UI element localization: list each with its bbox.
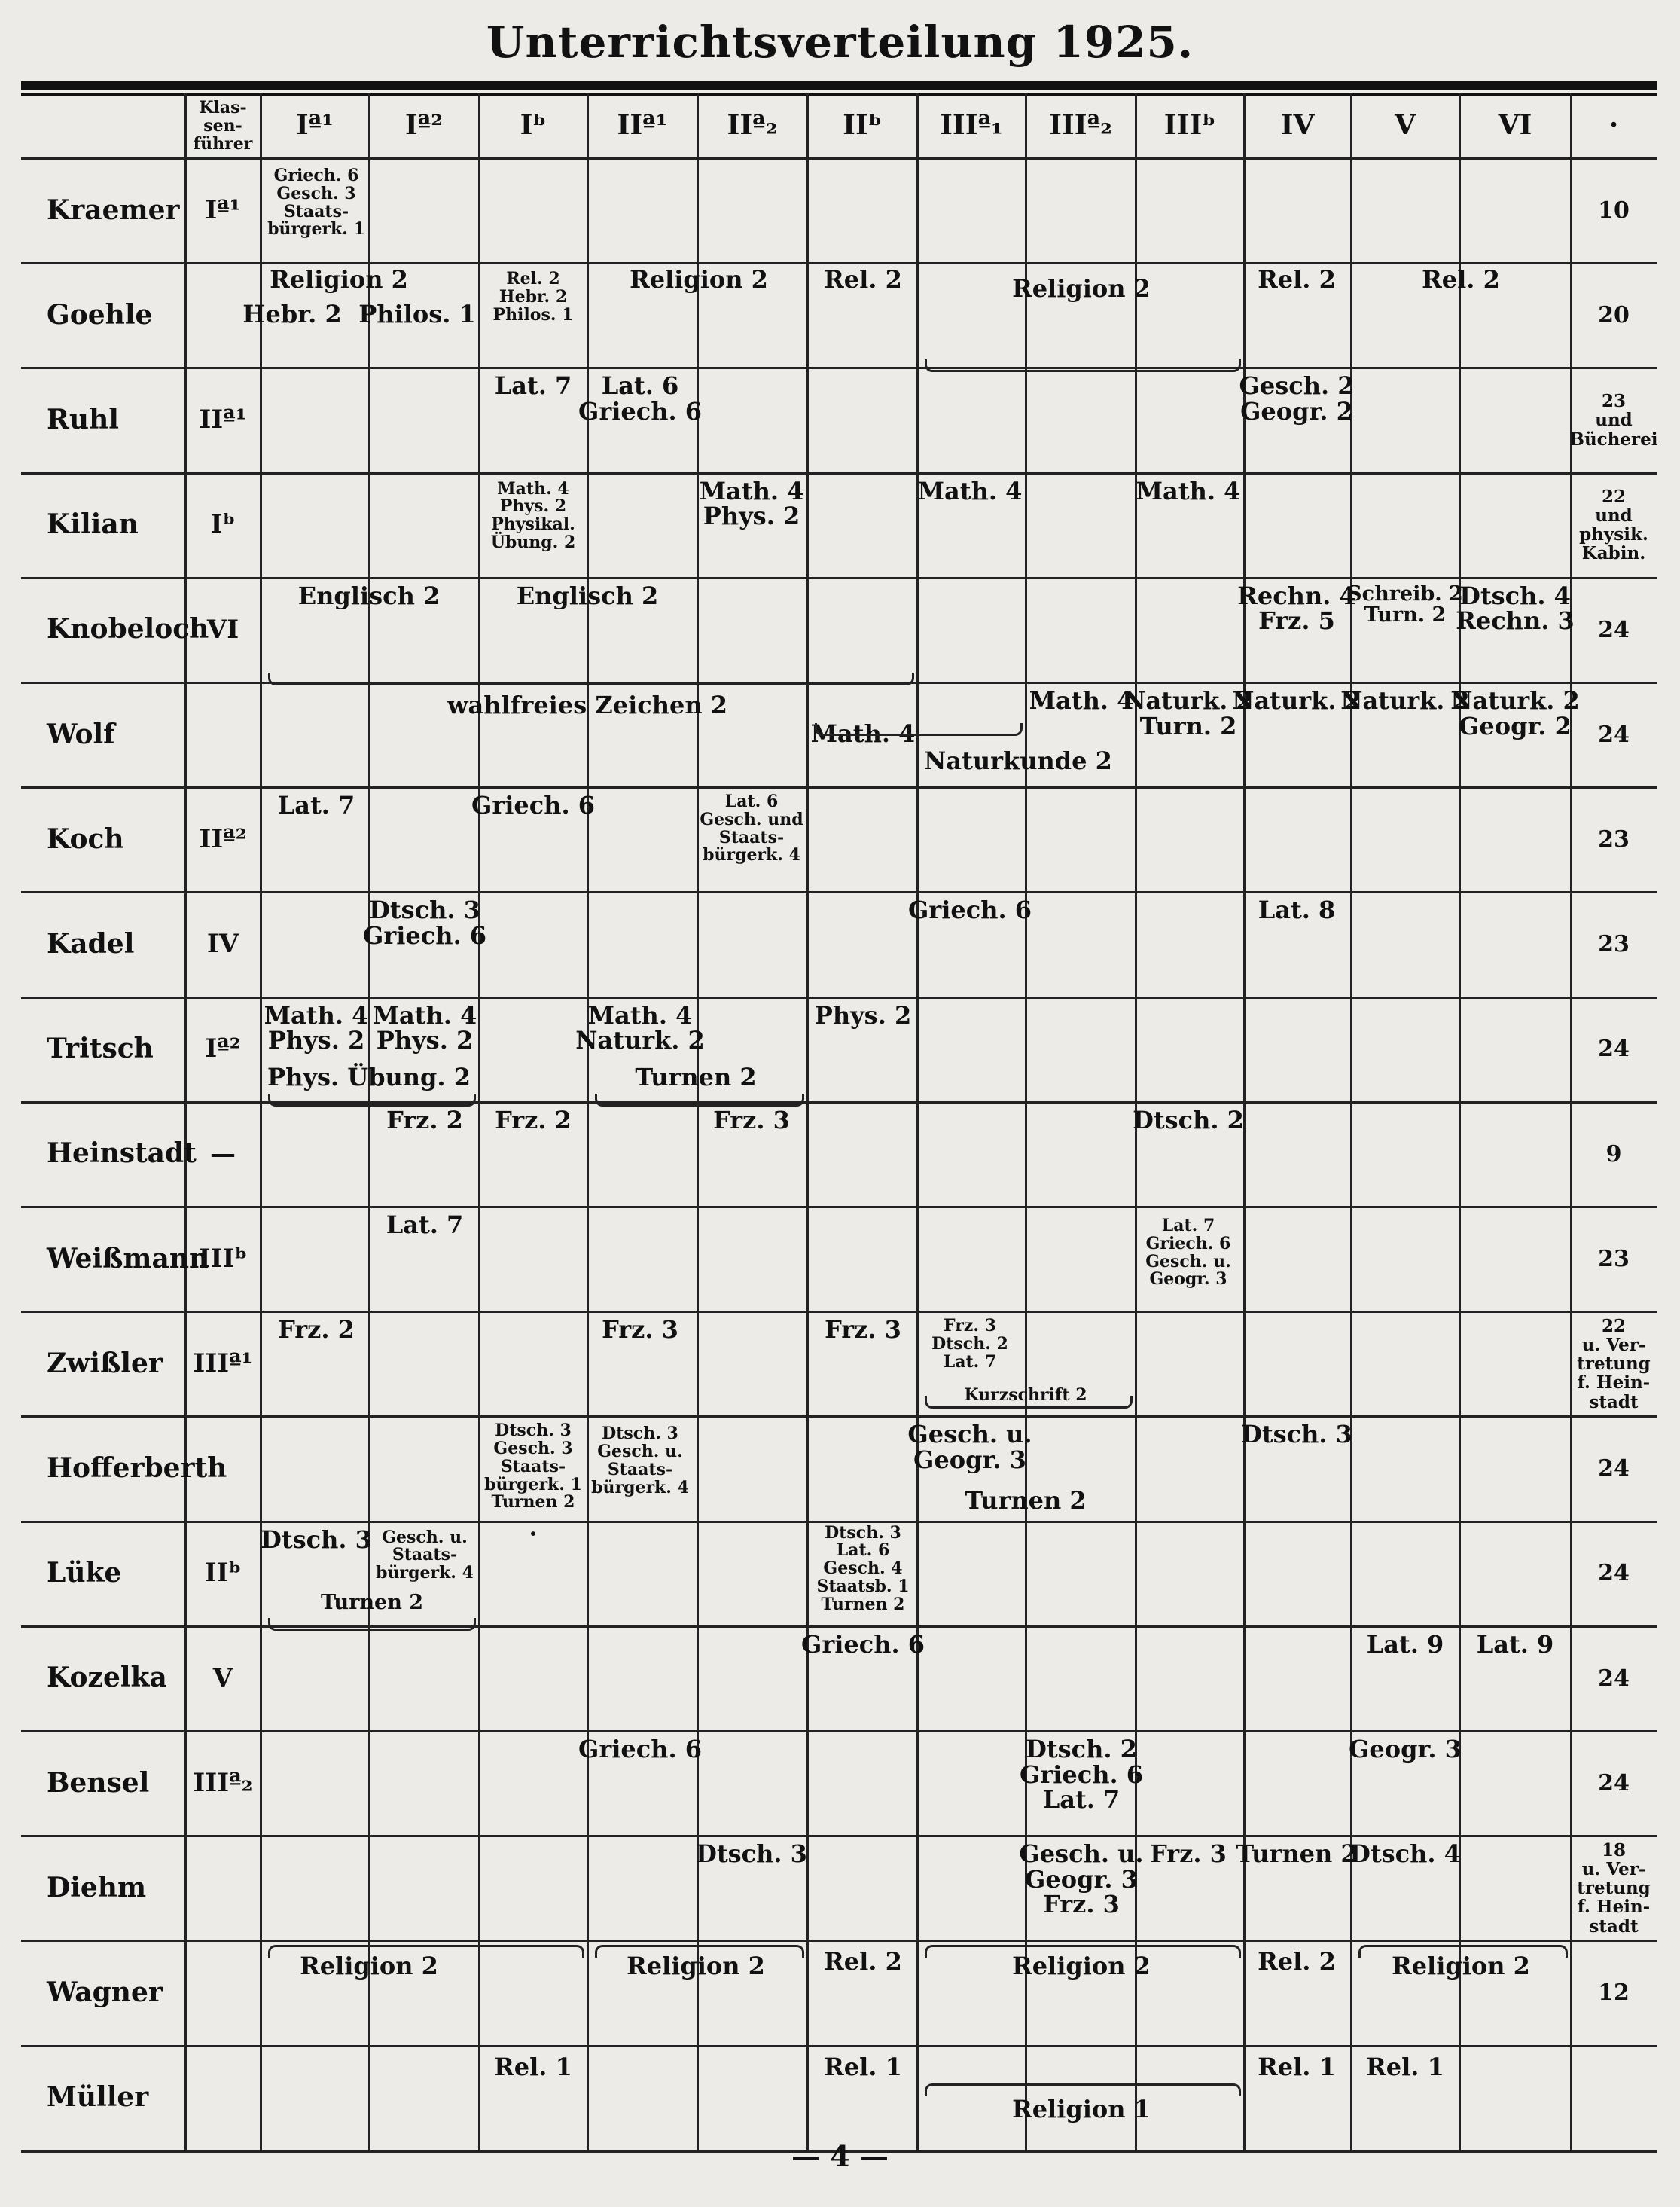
schedule-entry-zwissler-ia1: Frz. 2 <box>278 1315 355 1345</box>
schedule-entry-zwissler-iiia1: Frz. 3 Dtsch. 2 Lat. 7 <box>931 1316 1008 1372</box>
teacher-total-hours: 23 und Bücherei <box>1569 391 1658 450</box>
lesson-group-brace <box>595 1094 804 1107</box>
schedule-entry-ruhl-iv: Gesch. 2 Geogr. 2 <box>1239 371 1355 426</box>
schedule-entry-koch-ib: Griech. 6 <box>471 791 595 820</box>
schedule-entry-kadel-ia2: Dtsch. 3 Griech. 6 <box>363 896 486 950</box>
header-class-7: IIIª₂ <box>1049 109 1112 142</box>
header-class-0: Iª¹ <box>295 109 334 142</box>
schedule-entry-mueller-iv: Rel. 1 <box>1258 2052 1336 2081</box>
schedule-entry-knobeloch-engl-ii: Englisch 2 <box>516 581 659 610</box>
schedule-entry-kozelka-vi: Lat. 9 <box>1476 1629 1554 1659</box>
teacher-name: Heinstadt <box>47 1137 197 1170</box>
schedule-entry-lueke-iib: Dtsch. 3 Lat. 6 Gesch. 4 Staatsb. 1 Turnen 2 <box>816 1522 910 1614</box>
schedule-entry-heinstadt-iiib: Dtsch. 2 <box>1133 1105 1244 1134</box>
schedule-entry-heinstadt-ib: Frz. 2 <box>495 1105 572 1134</box>
column-divider <box>478 93 480 2151</box>
teacher-class: IIª² <box>199 823 247 854</box>
teacher-name: Zwißler <box>47 1347 163 1379</box>
schedule-entry-kilian-iiib: Math. 4 <box>1136 476 1241 505</box>
teacher-class: IIIª¹ <box>193 1348 253 1378</box>
schedule-entry-heinstadt-ia2: Frz. 2 <box>386 1105 463 1134</box>
schedule-entry-weissmann-iiib: Lat. 7 Griech. 6 Gesch. u. Geogr. 3 <box>1145 1216 1231 1290</box>
teacher-class: — <box>210 1138 236 1169</box>
row-divider <box>21 1311 1657 1313</box>
header-class-3: IIª¹ <box>617 109 668 142</box>
schedule-entry-wolf-iv: Naturk. 2 <box>1232 686 1361 715</box>
teacher-name: Lüke <box>47 1557 122 1589</box>
header-class-5: IIᵇ <box>843 109 882 142</box>
schedule-entry-lueke-ia2: Gesch. u. Staats- bürgerk. 4 <box>376 1527 474 1583</box>
schedule-entry-goehle-v-vi: Rel. 2 <box>1422 265 1500 295</box>
schedule-entry-mueller-rel-iii: Religion 1 <box>1012 2094 1151 2123</box>
teacher-total-hours: 24 <box>1598 1769 1630 1796</box>
teacher-name: Kilian <box>47 508 139 541</box>
lesson-group-brace <box>815 723 1023 736</box>
page-number: — 4 — <box>791 2139 889 2173</box>
schedule-entry-hofferberth-iv: Dtsch. 3 <box>1241 1420 1352 1449</box>
teacher-total-hours: 24 <box>1598 1036 1630 1063</box>
teacher-name: Weißmann <box>47 1242 209 1274</box>
header-class-1: Iª² <box>404 109 444 142</box>
schedule-entry-hofferberth-iia1: Dtsch. 3 Gesch. u. Staats- bürgerk. 4 <box>591 1424 689 1497</box>
teacher-name: Bensel <box>47 1766 150 1799</box>
teacher-name: Knobeloch <box>47 613 209 646</box>
teacher-class: IIª¹ <box>199 404 247 435</box>
row-divider <box>21 472 1657 475</box>
schedule-entry-wagner-rel-v: Religion 2 <box>1392 1952 1530 1981</box>
lesson-group-brace <box>925 359 1241 372</box>
schedule-entry-mueller-ib: Rel. 1 <box>494 2052 572 2081</box>
teacher-name: Kadel <box>47 928 135 960</box>
schedule-entry-tritsch-physuebung: Phys. Übung. 2 <box>267 1062 471 1091</box>
teacher-class: IIIᵇ <box>198 1243 248 1274</box>
teacher-total-hours <box>1571 2046 1657 2151</box>
teacher-class <box>185 2046 261 2151</box>
lesson-group-brace <box>268 673 914 685</box>
schedule-entry-wolf-iiib: Naturk. 2 Turn. 2 <box>1124 686 1253 740</box>
teacher-class: Iᵇ <box>210 509 236 540</box>
schedule-entry-goehle-hebr: Hebr. 2 <box>242 300 342 329</box>
teacher-class: IIᵇ <box>204 1558 242 1589</box>
schedule-entry-mueller-iib: Rel. 1 <box>824 2052 902 2081</box>
schedule-entry-kadel-iiia: Griech. 6 <box>908 896 1032 925</box>
schedule-entry-zwissler-iib: Frz. 3 <box>825 1315 901 1345</box>
schedule-entry-wagner-rel-i: Religion 2 <box>300 1952 438 1981</box>
schedule-entry-goehle-iib: Rel. 2 <box>824 265 902 295</box>
schedule-entry-weissmann-ia2: Lat. 7 <box>386 1210 464 1239</box>
lesson-group-brace <box>268 1094 476 1107</box>
teacher-name: Diehm <box>47 1871 147 1903</box>
schedule-entry-wolf-iiia2: Math. 4 <box>1029 686 1134 715</box>
teacher-total-hours: 18 u. Ver- tretung f. Hein- stadt <box>1577 1839 1651 1937</box>
row-divider <box>21 1206 1657 1208</box>
schedule-entry-goehle-iv: Rel. 2 <box>1258 265 1336 295</box>
header-class-8: IIIᵇ <box>1163 109 1216 142</box>
teacher-name: Wagner <box>47 1977 163 2009</box>
schedule-entry-knobeloch-iv: Rechn. 4 Frz. 5 <box>1237 581 1356 636</box>
column-divider <box>368 93 370 2151</box>
row-divider <box>21 997 1657 999</box>
schedule-entry-lueke-turnen: Turnen 2 <box>320 1590 424 1614</box>
teacher-total-hours: 23 <box>1598 1245 1630 1272</box>
teacher-name: Hofferberth <box>47 1452 227 1485</box>
teacher-total-hours: 24 <box>1598 616 1630 643</box>
schedule-entry-hofferberth-turnen: Turnen 2 <box>965 1486 1087 1516</box>
schedule-entry-goehle-philos: Philos. 1 <box>358 300 476 329</box>
schedule-entry-ruhl-iia1: Lat. 6 Griech. 6 <box>578 371 702 426</box>
schedule-entry-wolf-vi: Naturk. 2 Geogr. 2 <box>1450 686 1580 740</box>
schedule-entry-bensel-iiia2: Dtsch. 2 Griech. 6 Lat. 7 <box>1020 1735 1143 1815</box>
row-divider <box>21 1625 1657 1628</box>
schedule-entry-wolf-iib: Math. 4 <box>810 719 916 748</box>
teacher-class: Iª² <box>205 1033 241 1064</box>
teacher-name: Goehle <box>47 298 153 331</box>
teacher-class: IIIª₂ <box>193 1767 253 1798</box>
lesson-group-brace <box>268 1618 476 1631</box>
row-divider <box>21 1415 1657 1418</box>
schedule-entry-diehm-v: Dtsch. 4 <box>1349 1839 1461 1869</box>
row-divider <box>21 1835 1657 1837</box>
teacher-name: Kraemer <box>47 194 180 226</box>
teacher-class: V <box>212 1662 233 1693</box>
schedule-entry-wagner-rel-iii: Religion 2 <box>1012 1952 1151 1981</box>
teacher-name: Wolf <box>47 718 115 750</box>
schedule-entry-tritsch-iib: Phys. 2 <box>814 1000 912 1030</box>
row-divider <box>21 262 1657 264</box>
teacher-total-hours: 10 <box>1598 197 1630 224</box>
schedule-entry-kilian-ib: Math. 4 Phys. 2 Physikal. Übung. 2 <box>490 478 576 552</box>
row-divider <box>21 891 1657 893</box>
row-divider <box>21 2045 1657 2047</box>
schedule-entry-diehm-iiib: Frz. 3 <box>1150 1839 1227 1869</box>
header-class-10: V <box>1395 109 1416 142</box>
header-class-4: IIª₂ <box>727 109 778 142</box>
teacher-class <box>185 1940 261 2045</box>
schedule-entry-kozelka-v: Lat. 9 <box>1366 1629 1444 1659</box>
teacher-total-hours: 22 u. Ver- tretung f. Hein- stadt <box>1577 1315 1651 1412</box>
teacher-total-hours: 24 <box>1598 1560 1630 1587</box>
teacher-name: Tritsch <box>47 1033 154 1065</box>
schedule-entry-kraemer-ia1: Griech. 6 Gesch. 3 Staats- bürgerk. 1 <box>267 166 365 240</box>
schedule-entry-wolf-zeichen: wahlfreies Zeichen 2 <box>447 691 728 719</box>
teacher-total-hours: 20 <box>1598 302 1630 329</box>
teacher-total-hours: 24 <box>1598 1665 1630 1692</box>
schedule-entry-knobeloch-v: Schreib. 2 Turn. 2 <box>1347 582 1463 627</box>
schedule-entry-kilian-iiia1: Math. 4 <box>917 476 1023 505</box>
teacher-total-hours: 23 <box>1598 826 1630 853</box>
header-class-9: IV <box>1280 109 1315 142</box>
row-divider <box>21 1101 1657 1104</box>
schedule-entry-lueke-dot: · <box>529 1519 538 1548</box>
row-divider <box>21 577 1657 579</box>
lesson-group-brace <box>925 1396 1133 1409</box>
schedule-entry-koch-ia1: Lat. 7 <box>277 791 355 820</box>
page-title: Unterrichtsverteilung 1925. <box>486 17 1194 68</box>
schedule-entry-zwissler-iia1: Frz. 3 <box>602 1315 678 1345</box>
teacher-total-hours: 12 <box>1598 1980 1630 2007</box>
title-rule-thick <box>21 81 1657 90</box>
lesson-group-brace <box>925 1945 1241 1958</box>
schedule-entry-koch-iia2: Lat. 6 Gesch. und Staats- bürgerk. 4 <box>700 792 803 865</box>
teacher-class <box>185 682 261 787</box>
schedule-entry-ruhl-ib: Lat. 7 <box>494 371 572 401</box>
schedule-entry-goehle-rel-iii: Religion 2 <box>1012 274 1151 304</box>
schedule-entry-tritsch-ia2: Math. 4 Phys. 2 <box>372 1000 477 1055</box>
schedule-entry-diehm-iiia2: Gesch. u. Geogr. 3 Frz. 3 <box>1019 1839 1144 1919</box>
schedule-entry-goehle-rel-i: Religion 2 <box>270 265 408 295</box>
schedule-entry-goehle-ib: Rel. 2 Hebr. 2 Philos. 1 <box>492 269 574 325</box>
schedule-entry-bensel-iia1: Griech. 6 <box>578 1735 702 1763</box>
lesson-group-brace <box>1358 1945 1568 1958</box>
schedule-entry-wolf-naturkunde: Naturkunde 2 <box>924 746 1112 775</box>
schedule-entry-diehm-iv: Turnen 2 <box>1236 1839 1358 1869</box>
teacher-name: Ruhl <box>47 404 119 436</box>
schedule-entry-bensel-v: Geogr. 3 <box>1349 1735 1462 1763</box>
lesson-group-brace <box>925 2083 1241 2096</box>
schedule-entry-heinstadt-iia2: Frz. 3 <box>713 1105 790 1134</box>
schedule-entry-tritsch-iia1: Math. 4 Naturk. 2 <box>575 1000 705 1055</box>
column-divider <box>916 93 919 2151</box>
header-klassenfuehrer: Klas- sen- führer <box>193 97 253 154</box>
teacher-total-hours: 24 <box>1598 1455 1630 1482</box>
schedule-entry-goehle-rel-ii: Religion 2 <box>630 265 768 295</box>
schedule-entry-kilian-iib: Math. 4 Phys. 2 <box>699 476 804 531</box>
header-class-2: Iᵇ <box>520 109 547 142</box>
teacher-total-hours: 22 und physik. Kabin. <box>1579 486 1648 564</box>
teacher-class: Iª¹ <box>205 194 241 225</box>
schedule-entry-hofferberth-ib: Dtsch. 3 Gesch. 3 Staats- bürgerk. 1 Turnen 2 <box>484 1421 582 1513</box>
row-divider <box>21 1940 1657 1942</box>
schedule-entry-lueke-ia1: Dtsch. 3 <box>261 1525 372 1554</box>
teacher-name: Koch <box>47 823 124 855</box>
schedule-entry-wolf-v: Naturk. 2 <box>1340 686 1470 715</box>
header-total: · <box>1608 109 1619 142</box>
schedule-entry-zwissler-kurzschrift: Kurzschrift 2 <box>964 1385 1087 1406</box>
schedule-entry-wagner-rel-ii: Religion 2 <box>627 1952 765 1981</box>
teacher-class: VI <box>206 614 239 645</box>
schedule-entry-kadel-iv: Lat. 8 <box>1258 896 1336 925</box>
teacher-class <box>185 1836 261 1940</box>
schedule-entry-tritsch-turnen: Turnen 2 <box>635 1062 757 1091</box>
teacher-class: IV <box>206 929 239 960</box>
schedule-entry-knobeloch-engl-i: Englisch 2 <box>297 581 441 610</box>
lesson-group-brace <box>595 1945 804 1958</box>
schedule-entry-tritsch-ia1: Math. 4 Phys. 2 <box>264 1000 369 1055</box>
teacher-total-hours: 23 <box>1598 931 1630 958</box>
schedule-entry-kozelka-iib: Griech. 6 <box>801 1629 925 1659</box>
row-divider <box>21 786 1657 789</box>
lesson-group-brace <box>268 1945 584 1958</box>
teacher-total-hours: 9 <box>1605 1140 1622 1168</box>
teacher-name: Kozelka <box>47 1662 167 1694</box>
header-class-11: VI <box>1498 109 1532 142</box>
schedule-entry-mueller-v: Rel. 1 <box>1366 2052 1444 2081</box>
row-divider <box>21 367 1657 369</box>
teacher-class <box>185 1416 261 1521</box>
schedule-entry-diehm-iia1: Dtsch. 3 <box>696 1839 807 1869</box>
header-class-6: IIIª₁ <box>940 109 1003 142</box>
teacher-name: Müller <box>47 2081 149 2114</box>
row-divider <box>21 1730 1657 1732</box>
teacher-total-hours: 24 <box>1598 721 1630 748</box>
schedule-entry-knobeloch-vi: Dtsch. 4 Rechn. 3 <box>1456 581 1575 636</box>
schedule-entry-hofferberth-iiia1: Gesch. u. Geogr. 3 <box>907 1420 1032 1474</box>
schedule-entry-wagner-iv: Rel. 2 <box>1258 1947 1336 1977</box>
schedule-entry-wagner-iib: Rel. 2 <box>824 1947 902 1977</box>
